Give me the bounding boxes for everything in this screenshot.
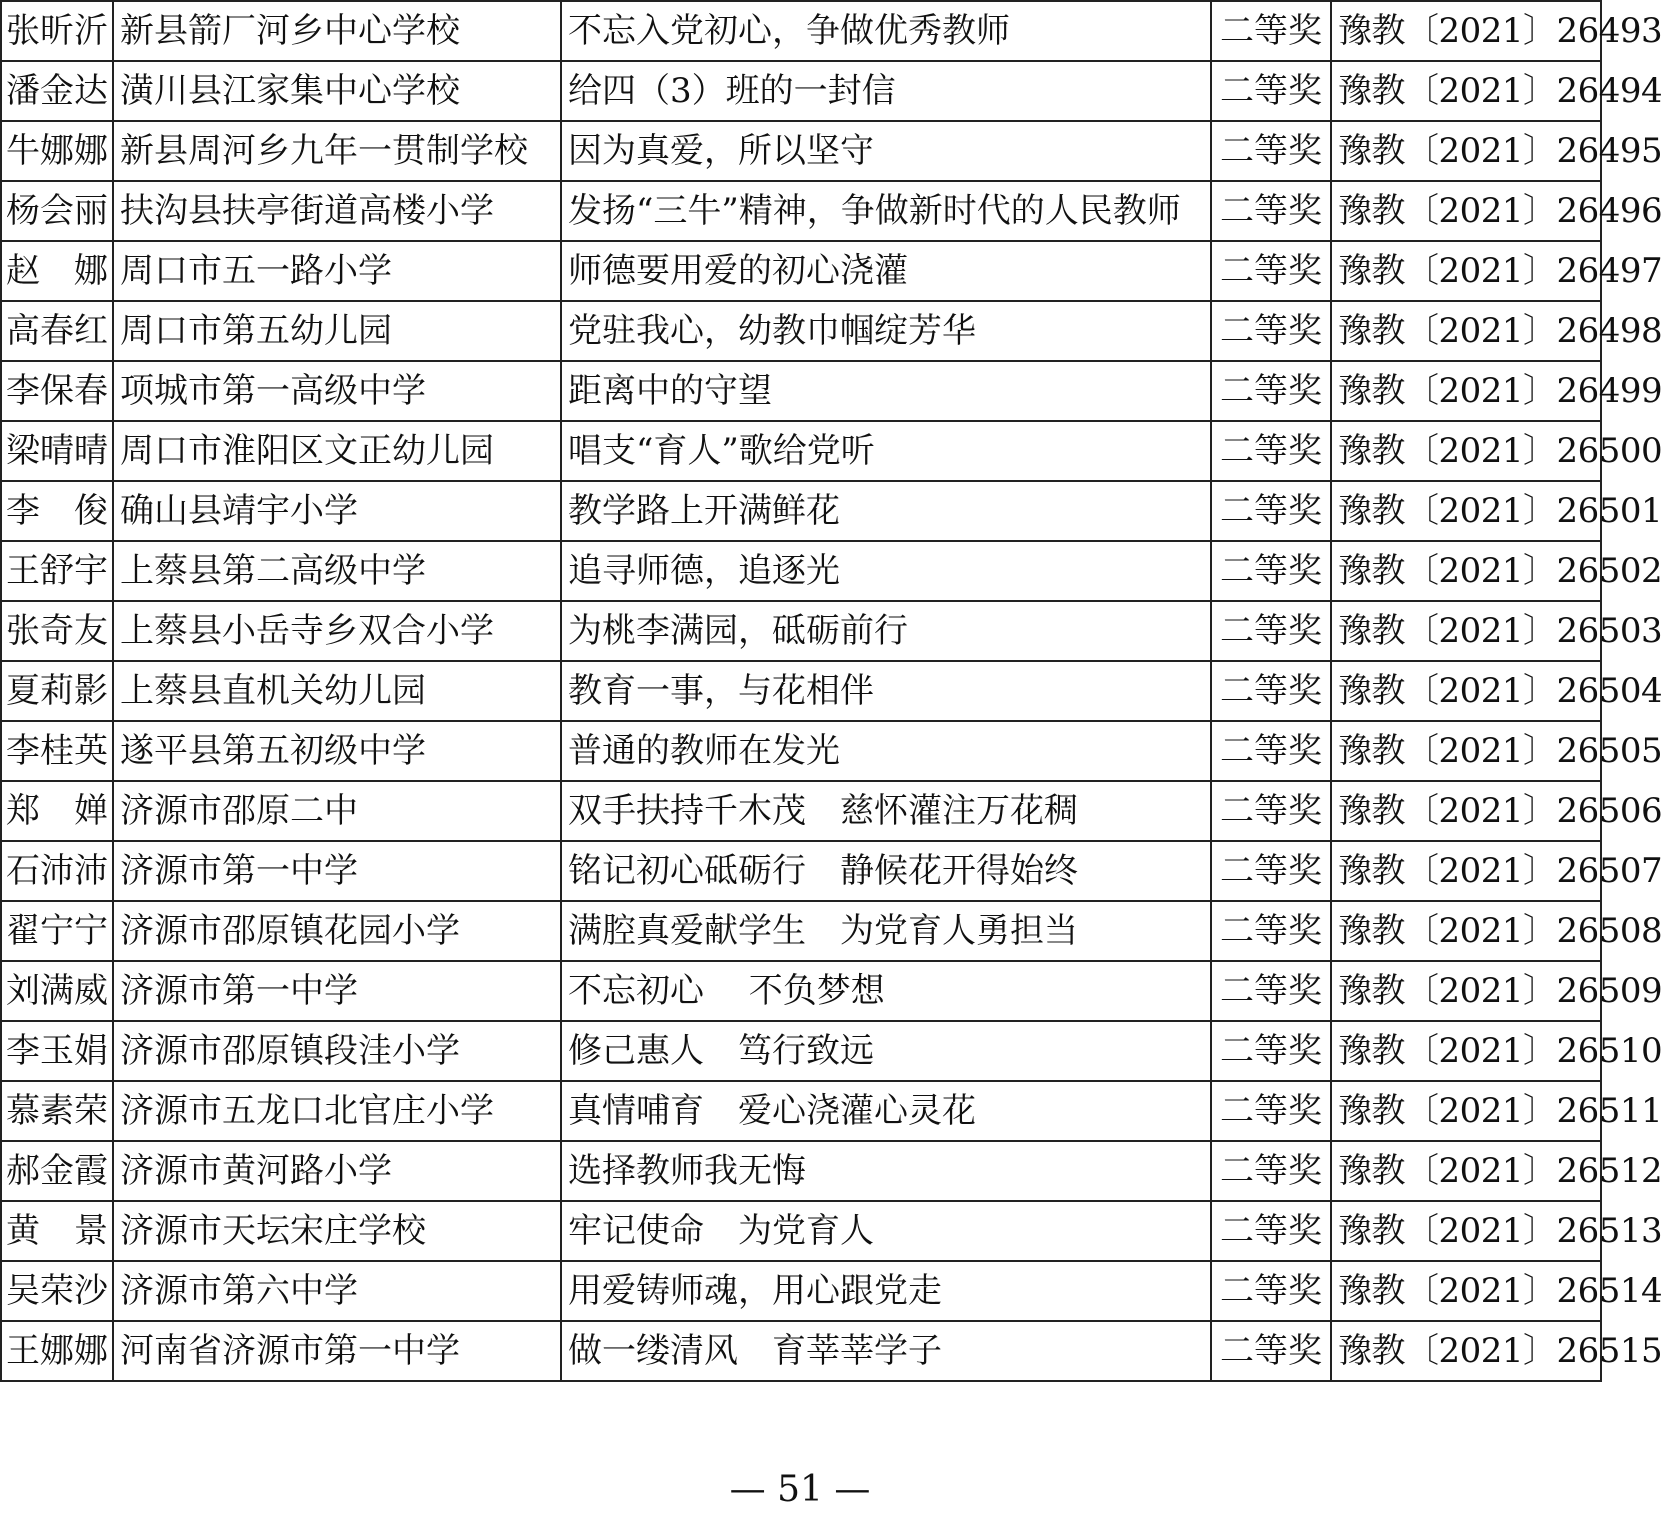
table-row (1, 421, 1601, 481)
certificate-number: 豫教〔2021〕26505 (1331, 721, 1601, 781)
awardee-name: 吴荣沙 (1, 1261, 113, 1321)
prize-level: 二等奖 (1211, 541, 1331, 601)
awardee-name: 李玉娟 (1, 1021, 113, 1081)
entry-title: 发扬“三牛”精神，争做新时代的人民教师 (561, 181, 1211, 241)
table-row (1, 121, 1601, 181)
table-row (1, 901, 1601, 961)
page-number: — 51 — (729, 1469, 871, 1510)
awardee-name: 李 俊 (1, 481, 113, 541)
certificate-number: 豫教〔2021〕26513 (1331, 1201, 1601, 1261)
school-name: 遂平县第五初级中学 (113, 721, 561, 781)
table-row (1, 661, 1601, 721)
entry-title: 不忘入党初心，争做优秀教师 (561, 1, 1211, 61)
awardee-name: 夏莉影 (1, 661, 113, 721)
entry-title: 牢记使命 为党育人 (561, 1201, 1211, 1261)
table-row (1, 61, 1601, 121)
school-name: 济源市第一中学 (113, 841, 561, 901)
awardee-name: 梁晴晴 (1, 421, 113, 481)
table-row (1, 1081, 1601, 1141)
table-row (1, 181, 1601, 241)
school-name: 济源市邵原镇花园小学 (113, 901, 561, 961)
certificate-number: 豫教〔2021〕26515 (1331, 1321, 1601, 1381)
awardee-name: 郑 婵 (1, 781, 113, 841)
table-row (1, 1021, 1601, 1081)
prize-level: 二等奖 (1211, 301, 1331, 361)
prize-level: 二等奖 (1211, 1081, 1331, 1141)
school-name: 新县周河乡九年一贯制学校 (113, 121, 561, 181)
entry-title: 普通的教师在发光 (561, 721, 1211, 781)
school-name: 济源市五龙口北官庄小学 (113, 1081, 561, 1141)
certificate-number: 豫教〔2021〕26509 (1331, 961, 1601, 1021)
school-name: 上蔡县直机关幼儿园 (113, 661, 561, 721)
school-name: 济源市邵原二中 (113, 781, 561, 841)
certificate-number: 豫教〔2021〕26503 (1331, 601, 1601, 661)
school-name: 济源市第一中学 (113, 961, 561, 1021)
school-name: 周口市五一路小学 (113, 241, 561, 301)
prize-level: 二等奖 (1211, 1321, 1331, 1381)
prize-level: 二等奖 (1211, 1141, 1331, 1201)
awardee-name: 牛娜娜 (1, 121, 113, 181)
school-name: 河南省济源市第一中学 (113, 1321, 561, 1381)
prize-level: 二等奖 (1211, 901, 1331, 961)
awardee-name: 李桂英 (1, 721, 113, 781)
school-name: 潢川县江家集中心学校 (113, 61, 561, 121)
awardee-name: 高春红 (1, 301, 113, 361)
awardee-name: 潘金达 (1, 61, 113, 121)
entry-title: 唱支“育人”歌给党听 (561, 421, 1211, 481)
awardee-name: 黄 景 (1, 1201, 113, 1261)
entry-title: 真情哺育 爱心浇灌心灵花 (561, 1081, 1211, 1141)
certificate-number: 豫教〔2021〕26495 (1331, 121, 1601, 181)
prize-level: 二等奖 (1211, 661, 1331, 721)
prize-level: 二等奖 (1211, 1201, 1331, 1261)
awardee-name: 刘满威 (1, 961, 113, 1021)
prize-level: 二等奖 (1211, 121, 1331, 181)
school-name: 项城市第一高级中学 (113, 361, 561, 421)
certificate-number: 豫教〔2021〕26497 (1331, 241, 1601, 301)
award-table-body (1, 1, 1662, 1381)
certificate-number: 豫教〔2021〕26499 (1331, 361, 1601, 421)
prize-level: 二等奖 (1211, 61, 1331, 121)
awardee-name: 张奇友 (1, 601, 113, 661)
prize-level: 二等奖 (1211, 1261, 1331, 1321)
certificate-number: 豫教〔2021〕26502 (1331, 541, 1601, 601)
certificate-number: 豫教〔2021〕26508 (1331, 901, 1601, 961)
prize-level: 二等奖 (1211, 1021, 1331, 1081)
table-row (1, 1201, 1601, 1261)
school-name: 济源市天坛宋庄学校 (113, 1201, 561, 1261)
table-row (1, 1141, 1601, 1201)
prize-level: 二等奖 (1211, 781, 1331, 841)
certificate-number: 豫教〔2021〕26512 (1331, 1141, 1601, 1201)
certificate-number: 豫教〔2021〕26498 (1331, 301, 1601, 361)
certificate-number: 豫教〔2021〕26501 (1331, 481, 1601, 541)
table-row (1, 601, 1601, 661)
table-row (1, 721, 1601, 781)
certificate-number: 豫教〔2021〕26506 (1331, 781, 1601, 841)
prize-level: 二等奖 (1211, 961, 1331, 1021)
school-name: 确山县靖宇小学 (113, 481, 561, 541)
school-name: 济源市邵原镇段洼小学 (113, 1021, 561, 1081)
entry-title: 距离中的守望 (561, 361, 1211, 421)
table-row (1, 961, 1601, 1021)
entry-title: 因为真爱，所以坚守 (561, 121, 1211, 181)
certificate-number: 豫教〔2021〕26496 (1331, 181, 1601, 241)
entry-title: 为桃李满园，砥砺前行 (561, 601, 1211, 661)
entry-title: 不忘初心 不负梦想 (561, 961, 1211, 1021)
school-name: 周口市第五幼儿园 (113, 301, 561, 361)
awardee-name: 翟宁宁 (1, 901, 113, 961)
prize-level: 二等奖 (1211, 841, 1331, 901)
entry-title: 教育一事，与花相伴 (561, 661, 1211, 721)
prize-level: 二等奖 (1211, 241, 1331, 301)
entry-title: 给四（3）班的一封信 (561, 61, 1211, 121)
school-name: 周口市淮阳区文正幼儿园 (113, 421, 561, 481)
certificate-number: 豫教〔2021〕26504 (1331, 661, 1601, 721)
table-row (1, 361, 1601, 421)
entry-title: 修己惠人 笃行致远 (561, 1021, 1211, 1081)
entry-title: 做一缕清风 育莘莘学子 (561, 1321, 1211, 1381)
school-name: 济源市黄河路小学 (113, 1141, 561, 1201)
entry-title: 双手扶持千木茂 慈怀灌注万花稠 (561, 781, 1211, 841)
school-name: 上蔡县第二高级中学 (113, 541, 561, 601)
certificate-number: 豫教〔2021〕26514 (1331, 1261, 1601, 1321)
table-row (1, 1, 1601, 61)
table-row (1, 841, 1601, 901)
table-row (1, 481, 1601, 541)
certificate-number: 豫教〔2021〕26510 (1331, 1021, 1601, 1081)
prize-level: 二等奖 (1211, 721, 1331, 781)
school-name: 扶沟县扶亭街道高楼小学 (113, 181, 561, 241)
certificate-number: 豫教〔2021〕26494 (1331, 61, 1601, 121)
entry-title: 用爱铸师魂，用心跟党走 (561, 1261, 1211, 1321)
table-row (1, 241, 1601, 301)
entry-title: 选择教师我无悔 (561, 1141, 1211, 1201)
entry-title: 铭记初心砥砺行 静候花开得始终 (561, 841, 1211, 901)
school-name: 上蔡县小岳寺乡双合小学 (113, 601, 561, 661)
certificate-number: 豫教〔2021〕26511 (1331, 1081, 1601, 1141)
entry-title: 追寻师德，追逐光 (561, 541, 1211, 601)
table-row (1, 301, 1601, 361)
table-row (1, 1261, 1601, 1321)
table-row (1, 781, 1601, 841)
awardee-name: 石沛沛 (1, 841, 113, 901)
school-name: 新县箭厂河乡中心学校 (113, 1, 561, 61)
certificate-number: 豫教〔2021〕26500 (1331, 421, 1601, 481)
entry-title: 教学路上开满鲜花 (561, 481, 1211, 541)
awardee-name: 王舒宇 (1, 541, 113, 601)
school-name: 济源市第六中学 (113, 1261, 561, 1321)
awardee-name: 慕素荣 (1, 1081, 113, 1141)
entry-title: 党驻我心，幼教巾帼绽芳华 (561, 301, 1211, 361)
awardee-name: 郝金霞 (1, 1141, 113, 1201)
awardee-name: 张昕沂 (1, 1, 113, 61)
entry-title: 满腔真爱献学生 为党育人勇担当 (561, 901, 1211, 961)
awardee-name: 赵 娜 (1, 241, 113, 301)
table-row (1, 1321, 1601, 1381)
awardee-name: 王娜娜 (1, 1321, 113, 1381)
prize-level: 二等奖 (1211, 481, 1331, 541)
prize-level: 二等奖 (1211, 361, 1331, 421)
awardee-name: 李保春 (1, 361, 113, 421)
table-row (1, 541, 1601, 601)
prize-level: 二等奖 (1211, 1, 1331, 61)
prize-level: 二等奖 (1211, 421, 1331, 481)
certificate-number: 豫教〔2021〕26507 (1331, 841, 1601, 901)
prize-level: 二等奖 (1211, 601, 1331, 661)
entry-title: 师德要用爱的初心浇灌 (561, 241, 1211, 301)
prize-level: 二等奖 (1211, 181, 1331, 241)
certificate-number: 豫教〔2021〕26493 (1331, 1, 1601, 61)
awardee-name: 杨会丽 (1, 181, 113, 241)
